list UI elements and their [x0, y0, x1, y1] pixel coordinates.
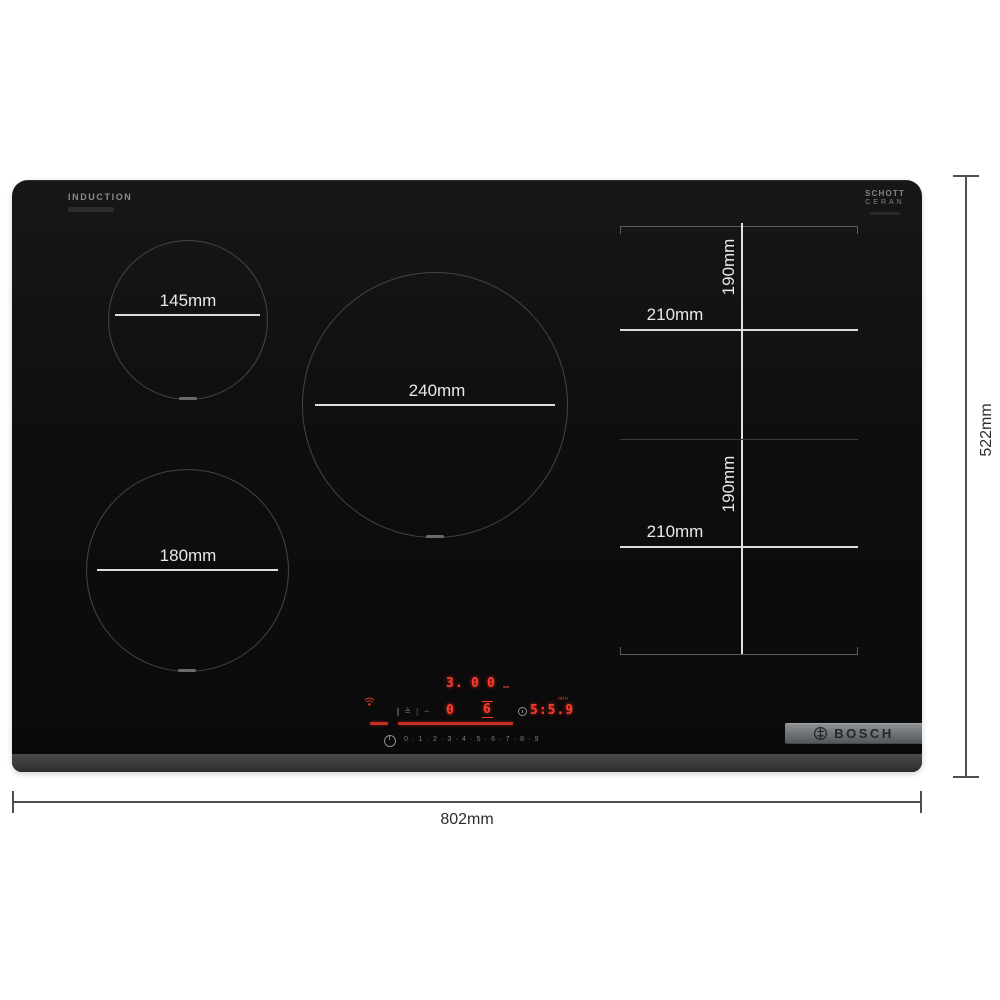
width-dimension-label: 802mm — [440, 811, 494, 828]
height-dimension-tick-bottom — [953, 776, 979, 778]
glass-brand-line2: CERAN — [865, 199, 905, 206]
model-number-blur — [68, 207, 114, 212]
front-bevel-strip — [12, 754, 922, 772]
height-dimension-line — [965, 175, 967, 778]
timer-clock-icon — [518, 707, 527, 716]
induction-hob-surface — [12, 180, 922, 772]
width-dimension-line — [12, 801, 922, 803]
led-top-digit-1: 3. — [446, 676, 464, 691]
zone-240-diameter-label: 240mm — [408, 381, 466, 400]
timer-unit-label: min — [558, 696, 569, 702]
zone-240-notch — [426, 535, 444, 538]
bosch-badge — [785, 723, 922, 744]
cooking-zone-145 — [108, 240, 268, 400]
width-dimension-tick-left — [12, 791, 14, 813]
height-dimension-label: 522mm — [978, 403, 995, 457]
flex-top-width-label: 210mm — [646, 305, 704, 324]
induction-label: INDUCTION — [68, 192, 133, 202]
bosch-wordmark: BOSCH — [834, 726, 894, 741]
function-icons: ∥ ≙ ∣ ∸ — [396, 707, 432, 716]
timer-dash-indicator — [503, 686, 509, 688]
power-icon — [384, 735, 396, 747]
zone-240-diameter-line — [315, 404, 555, 406]
flex-top-height-label: 190mm — [719, 238, 738, 296]
flex-bottom-height-label: 190mm — [719, 455, 738, 513]
glass-brand-label — [852, 189, 918, 215]
zone-180-notch — [178, 669, 196, 672]
led-selected-power-level: 6 — [483, 702, 492, 717]
height-dimension-tick-top — [953, 175, 979, 177]
zone-145-diameter-label: 145mm — [159, 291, 217, 310]
slider-active-line-right — [398, 722, 513, 725]
flex-bottom-width-line — [620, 546, 858, 548]
glass-brand-sub-blur — [870, 212, 900, 215]
width-dimension-tick-right — [920, 791, 922, 813]
led-top-digit-2: 0 — [471, 676, 480, 691]
flex-top-width-line — [620, 329, 858, 331]
zone-145-diameter-line — [115, 314, 260, 316]
glass-brand-line1: SCHOTT — [864, 189, 906, 198]
power-slider-scale: 0 · 1 · 2 · 3 · 4 · 5 · 6 · 7 · 8 · 9 — [404, 736, 540, 743]
zone-180-diameter-line — [97, 569, 278, 571]
zone-145-notch — [179, 397, 197, 400]
led-mid-digit: 0 — [446, 703, 455, 718]
flex-zone-top-bracket — [620, 226, 858, 234]
boost-indicator-icon — [364, 696, 375, 707]
flex-zone-bottom-bracket — [620, 647, 858, 655]
slider-active-line-left — [370, 722, 388, 725]
flex-bottom-width-label: 210mm — [646, 522, 704, 541]
zone-180-diameter-label: 180mm — [159, 546, 217, 565]
led-top-digit-3: 0 — [487, 676, 496, 691]
timer-value: 5:5.9 — [530, 703, 575, 718]
bosch-logo-icon — [813, 726, 828, 741]
flex-zone-divider-line — [620, 439, 858, 440]
